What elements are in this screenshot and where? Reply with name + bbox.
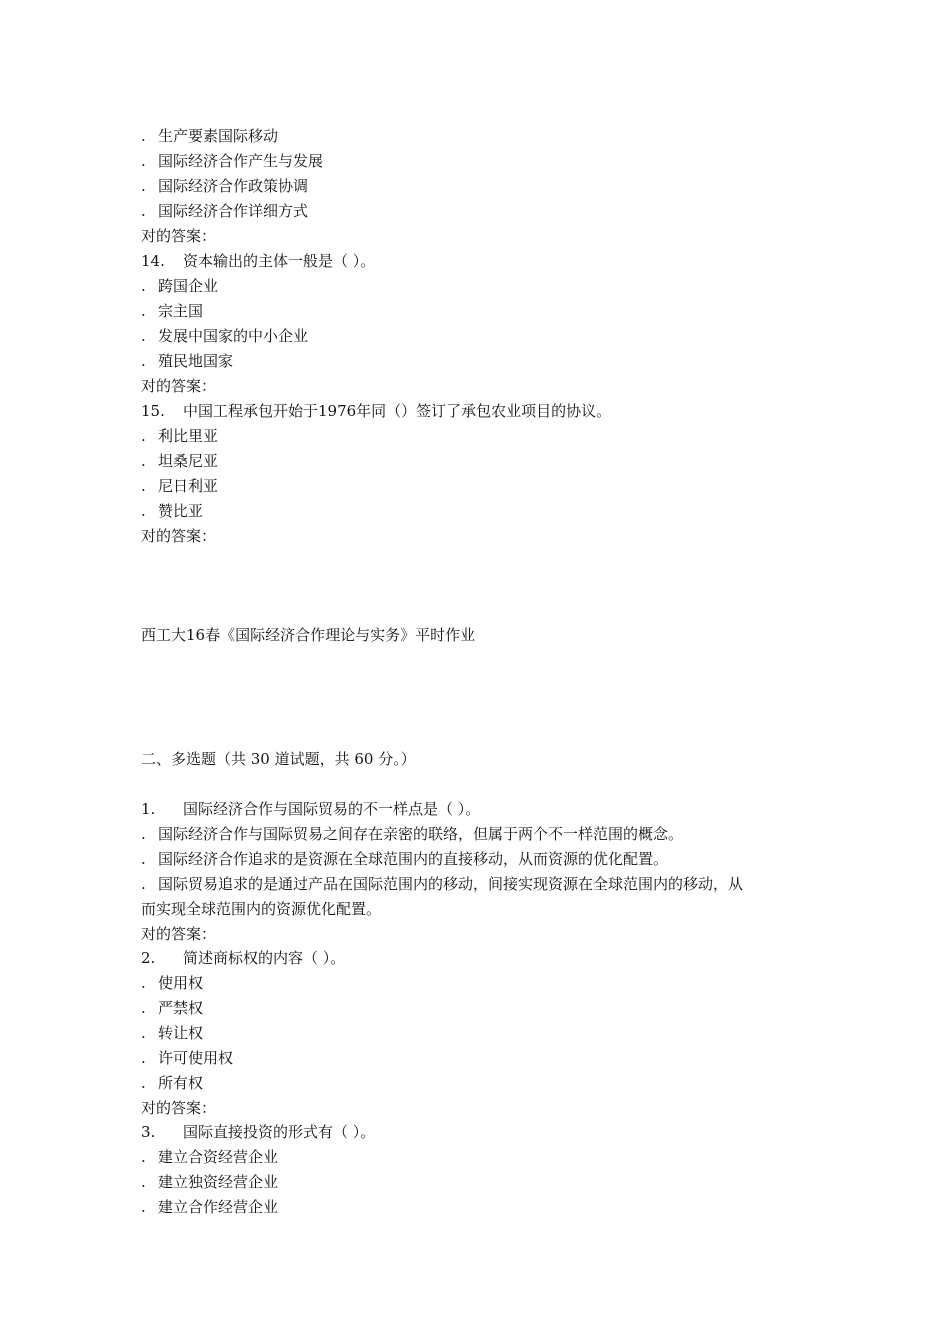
option-wrap-text: 而实现全球范围内的资源优化配置。 xyxy=(141,900,382,918)
question-number: 3. xyxy=(141,1123,156,1141)
question-number: 15. xyxy=(141,402,165,420)
option-marker: . xyxy=(141,277,146,295)
question-2 xyxy=(141,948,345,968)
option-text: 跨国企业 xyxy=(158,277,219,295)
option-text: 宗主国 xyxy=(158,302,204,320)
option-marker: . xyxy=(141,452,146,470)
option-marker: . xyxy=(141,1173,146,1191)
option-marker: . xyxy=(141,999,146,1017)
question-1 xyxy=(141,799,480,819)
option-text: 建立独资经营企业 xyxy=(158,1173,279,1191)
option-line xyxy=(141,1073,203,1093)
option-line xyxy=(141,1172,278,1192)
option-text: 使用权 xyxy=(158,974,204,992)
option-marker: . xyxy=(141,352,146,370)
option-line xyxy=(141,151,323,171)
option-text: 建立合资经营企业 xyxy=(158,1148,279,1166)
option-marker: . xyxy=(141,825,146,843)
answer-label: 对的答案： xyxy=(141,925,217,943)
option-line xyxy=(141,1147,278,1167)
answer-label: 对的答案： xyxy=(141,1099,217,1117)
option-marker: . xyxy=(141,974,146,992)
option-line xyxy=(141,874,743,894)
option-line xyxy=(141,973,203,993)
option-text: 建立合作经营企业 xyxy=(158,1198,279,1216)
option-marker: . xyxy=(141,477,146,495)
option-text: 利比里亚 xyxy=(158,427,219,445)
option-line xyxy=(141,1023,203,1043)
option-line xyxy=(141,998,203,1018)
option-marker: . xyxy=(141,875,146,893)
option-text: 国际经济合作详细方式 xyxy=(158,202,309,220)
option-text: 赞比亚 xyxy=(158,502,204,520)
option-marker: . xyxy=(141,1148,146,1166)
option-line xyxy=(141,201,308,221)
option-marker: . xyxy=(141,127,146,145)
option-text: 严禁权 xyxy=(158,999,204,1017)
option-marker: . xyxy=(141,502,146,520)
question-text: 国际直接投资的形式有（ ）。 xyxy=(183,1123,376,1141)
answer-label: 对的答案： xyxy=(141,227,217,245)
option-marker: . xyxy=(141,302,146,320)
option-text: 国际经济合作政策协调 xyxy=(158,177,309,195)
option-line xyxy=(141,351,233,371)
option-marker: . xyxy=(141,177,146,195)
option-text: 坦桑尼亚 xyxy=(158,452,219,470)
question-number: 2. xyxy=(141,949,156,967)
option-line xyxy=(141,426,218,446)
option-line xyxy=(141,824,683,844)
option-text: 国际经济合作产生与发展 xyxy=(158,152,324,170)
option-text: 转让权 xyxy=(158,1024,204,1042)
option-text: 所有权 xyxy=(158,1074,204,1092)
option-marker: . xyxy=(141,202,146,220)
option-marker: . xyxy=(141,327,146,345)
question-number: 14. xyxy=(141,252,165,270)
option-line xyxy=(141,476,218,496)
option-text: 国际经济合作与国际贸易之间存在亲密的联络，但属于两个不一样范围的概念。 xyxy=(158,825,684,843)
option-line xyxy=(141,301,203,321)
answer-label: 对的答案： xyxy=(141,527,217,545)
option-line xyxy=(141,126,278,146)
question-text: 资本输出的主体一般是（ ）。 xyxy=(183,252,376,270)
option-marker: . xyxy=(141,1198,146,1216)
question-number: 1. xyxy=(141,800,156,818)
option-marker: . xyxy=(141,152,146,170)
question-text: 中国工程承包开始于1976年同（）签订了承包农业项目的协议。 xyxy=(183,402,612,420)
option-marker: . xyxy=(141,1074,146,1092)
option-text: 发展中国家的中小企业 xyxy=(158,327,309,345)
option-text: 尼日利亚 xyxy=(158,477,219,495)
question-14 xyxy=(141,251,375,271)
option-marker: . xyxy=(141,850,146,868)
option-line xyxy=(141,176,308,196)
option-line xyxy=(141,849,668,869)
option-marker: . xyxy=(141,1024,146,1042)
option-line xyxy=(141,1048,233,1068)
question-text: 简述商标权的内容（ ）。 xyxy=(183,949,346,967)
option-text: 殖民地国家 xyxy=(158,352,234,370)
section-heading: 二、多选题（共 30 道试题，共 60 分。） xyxy=(141,750,416,768)
option-marker: . xyxy=(141,1049,146,1067)
question-3 xyxy=(141,1122,375,1142)
option-text: 国际经济合作追求的是资源在全球范围内的直接移动，从而资源的优化配置。 xyxy=(158,850,669,868)
option-text: 国际贸易追求的是通过产品在国际范围内的移动，间接实现资源在全球范围内的移动，从 xyxy=(158,875,744,893)
option-line xyxy=(141,501,203,521)
answer-label: 对的答案： xyxy=(141,377,217,395)
option-text: 许可使用权 xyxy=(158,1049,234,1067)
option-line xyxy=(141,451,218,471)
option-marker: . xyxy=(141,427,146,445)
document-title: 西工大16春《国际经济合作理论与实务》平时作业 xyxy=(141,626,476,644)
option-line xyxy=(141,276,218,296)
option-line xyxy=(141,326,308,346)
question-15 xyxy=(141,401,611,421)
option-text: 生产要素国际移动 xyxy=(158,127,279,145)
question-text: 国际经济合作与国际贸易的不一样点是（ ）。 xyxy=(183,800,481,818)
option-line xyxy=(141,1197,278,1217)
